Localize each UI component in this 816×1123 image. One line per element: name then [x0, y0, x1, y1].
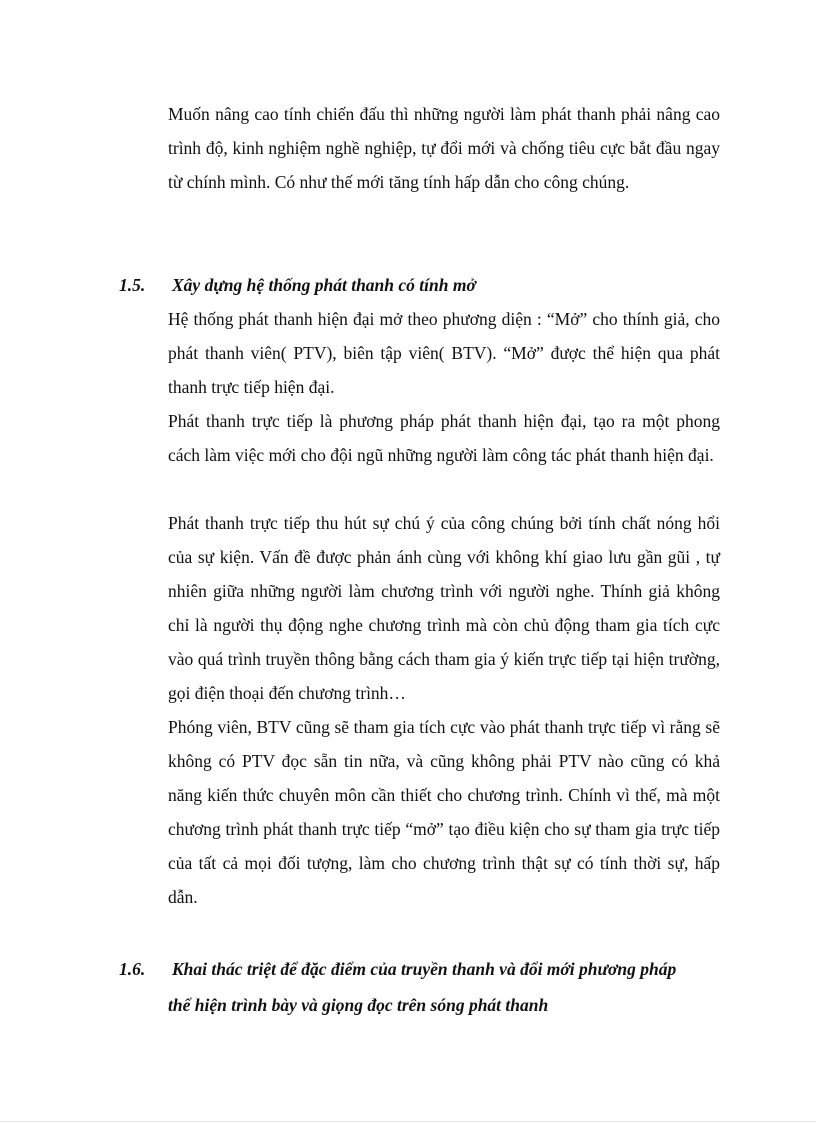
page-bottom-divider: [0, 1121, 816, 1122]
paragraph-fighting-spirit: Muốn nâng cao tính chiến đấu thì những người làm phát thanh phải nâng cao trình độ, kinh nghiệm nghề nghiệp, tự đổi mới và chống tiêu cực bắt đầu ngay từ chính mình. Có như thế mới tăng tính hấp dẫn cho công chúng.: [168, 104, 720, 192]
section-title-1-6-line-1: Khai thác triệt để đặc điểm của truyền thanh và đổi mới phương pháp: [172, 959, 677, 979]
section-heading-1-6: [0, 952, 816, 986]
section-title-1-6-line-2: thể hiện trình bày và giọng đọc trên sóng phát thanh: [168, 995, 549, 1015]
section-number-1-6: 1.6.: [119, 959, 146, 979]
section-number-1-5: 1.5.: [119, 275, 146, 295]
paragraph-reporters-participation: Phóng viên, BTV cũng sẽ tham gia tích cực vào phát thanh trực tiếp vì rằng sẽ không có PTV đọc sẵn tin nữa, và cũng không phải PTV nào cũng có khả năng kiến thức chuyên môn cần thiết cho chương trình. Chính vì thế, mà một chương trình phát thanh trực tiếp “mở” tạo điều kiện cho sự tham gia trực tiếp của tất cả mọi đối tượng, làm cho chương trình thật sự có tính thời sự, hấp dẫn.: [168, 717, 720, 907]
paragraph-live-broadcast-method: Phát thanh trực tiếp là phương pháp phát thanh hiện đại, tạo ra một phong cách làm việc mới cho đội ngũ những người làm công tác phát thanh hiện đại.: [168, 411, 720, 465]
section-title-1-5: Xây dựng hệ thống phát thanh có tính mở: [172, 275, 476, 295]
section-heading-1-5: [0, 268, 816, 302]
paragraph-audience-attraction: Phát thanh trực tiếp thu hút sự chú ý của công chúng bởi tính chất nóng hổi của sự kiện. Vấn đề được phản ánh cùng với không khí giao lưu gần gũi , tự nhiên giữa những người làm chương trình với người nghe. Thính giả không chỉ là người thụ động nghe chương trình mà còn chủ động tham gia tích cực vào quá trình truyền thông bằng cách tham gia ý kiến trực tiếp tại hiện trường, gọi điện thoại đến chương trình…: [168, 513, 720, 703]
section-heading-1-6-continued: [0, 988, 816, 1022]
paragraph-open-system: Hệ thống phát thanh hiện đại mở theo phương diện : “Mở” cho thính giả, cho phát thanh viên( PTV), biên tập viên( BTV). “Mở” được thể hiện qua phát thanh trực tiếp hiện đại.: [168, 309, 720, 397]
